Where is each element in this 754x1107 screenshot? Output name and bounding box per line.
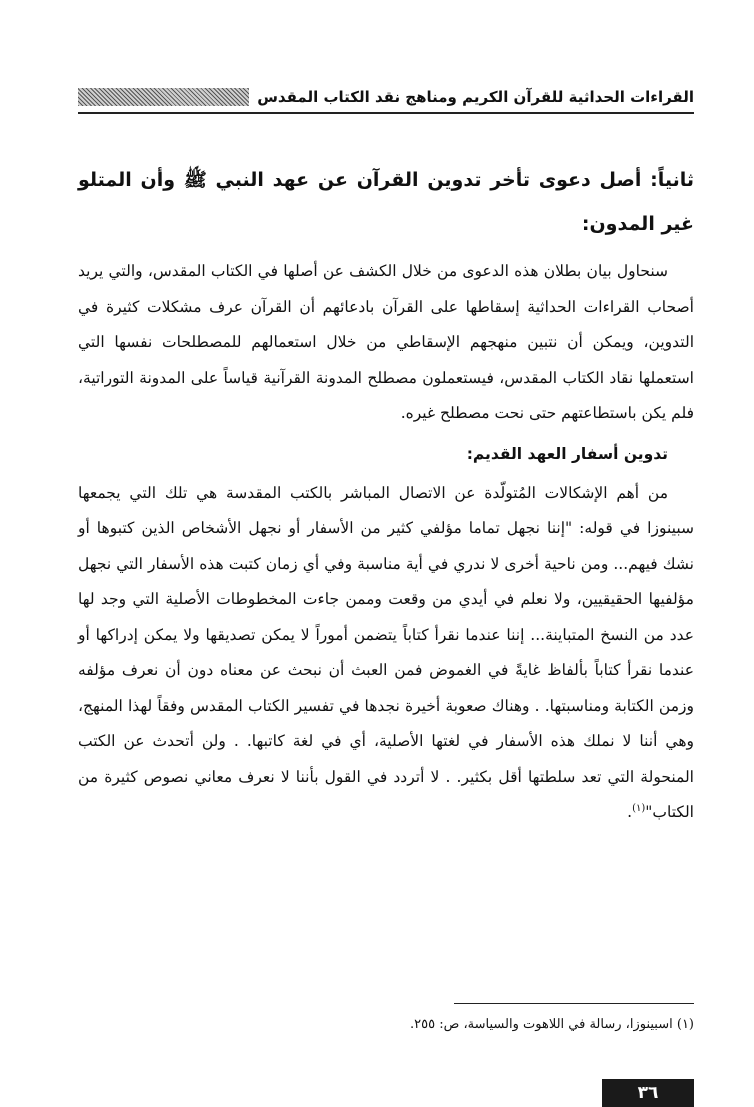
running-header-title: القراءات الحداثية للقرآن الكريم ومناهج نقد الكتاب المقدس <box>257 88 694 106</box>
footnote-separator <box>454 1003 694 1004</box>
footnote-reference[interactable]: (١) <box>632 802 646 814</box>
header-pattern-bar <box>78 88 249 106</box>
section-title: ثانياً: أصل دعوى تأخر تدوين القرآن عن عهد النبي ﷺ وأن المتلو غير المدون: <box>78 169 694 235</box>
paragraph-1: سنحاول بيان بطلان هذه الدعوى من خلال الكشف عن أصلها في الكتاب المقدس، والتي يريد أصحاب القراءات الحداثية إسقاطها على القرآن بادعائهم أن القرآن عرف مشكلات كثيرة في التدوين، ويمكن أن نتبين منهجهم الإسقاطي من خلال استعمالهم للمصطلحات نفسها التي استعملها نقاد الكتاب المقدس، فيستعملون مصطلح المدونة القرآنية قياساً على المدونة التوراتية، فلم يكن باستطاعتهم حتى نحت مصطلح غيره. <box>78 262 694 422</box>
subheading-old-testament: تدوين أسفار العهد القديم: <box>466 444 668 463</box>
running-header <box>78 86 694 108</box>
paragraph-2 <box>78 476 694 831</box>
paragraph-2-end: . <box>627 803 633 821</box>
page-number: ٣٦ <box>602 1079 694 1107</box>
footnote: (١) اسبينوزا، رسالة في اللاهوت والسياسة، ص: ٢٥٥. <box>410 1017 694 1032</box>
paragraph-2-text: من أهم الإشكالات المُتولّدة عن الاتصال المباشر بالكتب المقدسة هي تلك التي يجمعها سبينوزا في قوله: "إننا نجهل تماما مؤلفي كثير من الأسفار أو نجهل الأشخاص الذين كتبوها أو نشك فيهم... ومن ناحية أخرى لا ندري في أية مناسبة وفي أي زمان كتبت هذه الأسفار التي نجهل مؤلفيها الحقيقيين، ولا نعلم في أيدي من وقعت وممن جاءت المخطوطات الأصلية التي وجد لها عدد من النسخ المتباينة... إننا عندما نقرأ كتاباً يتضمن أموراً لا يمكن تصديقها ولا يمكن إدراكها أو عندما نقرأ كتاباً بألفاظ غايةً في الغموض فمن العبث أن نبحث عن معناه دون أن نعرف مؤلفه وزمن الكتابة ومناسبتها. . وهناك صعوبة أخيرة نجدها في تفسير الكتاب المقدس وفقاً لهذا المنهج، وهي أننا لا نملك هذه الأسفار في لغتها الأصلية، أي في لغة كاتبها. . ولن أتحدث عن الكتب المنحولة التي تعد سلطتها أقل بكثير. . لا أتردد في القول بأننا لا نعرف معاني نصوص كثيرة من الكتاب" <box>78 483 694 821</box>
main-content <box>78 158 694 831</box>
header-rule <box>78 112 694 114</box>
